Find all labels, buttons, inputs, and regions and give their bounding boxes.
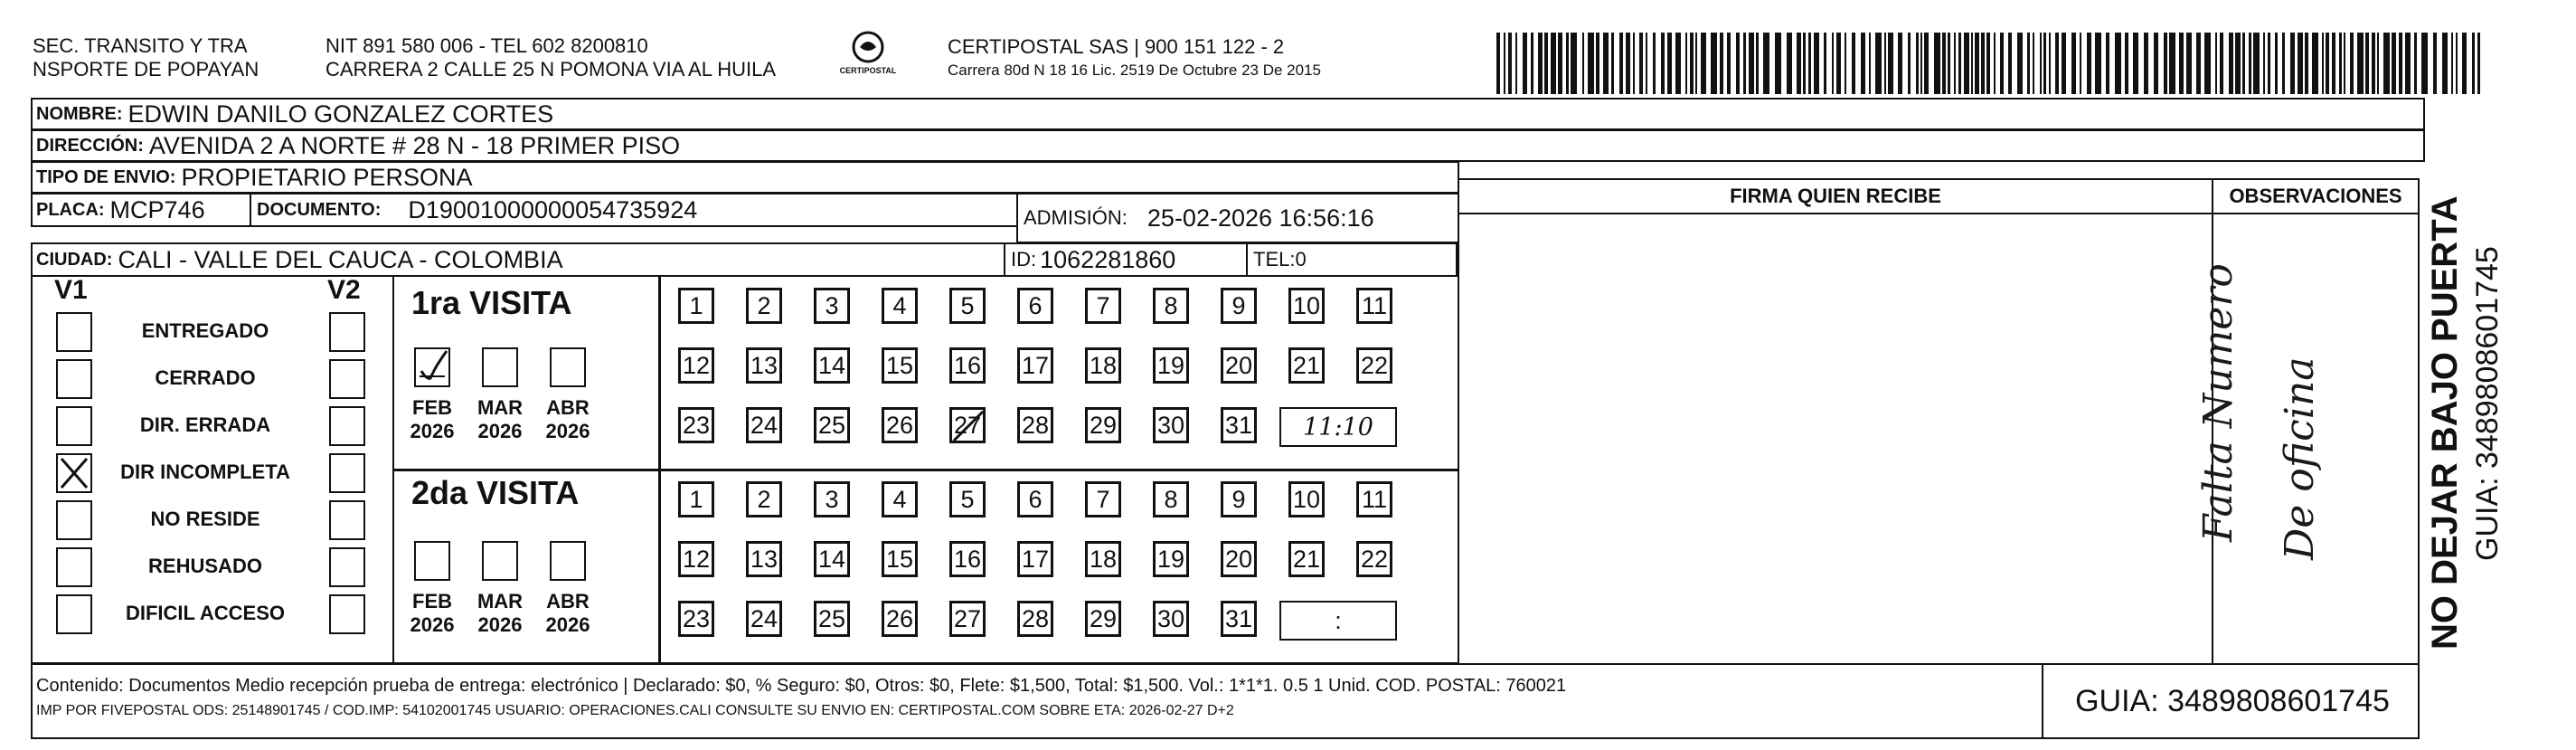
day-box[interactable]: 25	[814, 601, 850, 637]
id-label: ID:	[1011, 248, 1037, 271]
month-name: MAR	[477, 590, 524, 612]
day-box[interactable]: 1	[678, 481, 714, 517]
day-box[interactable]: 10	[1288, 288, 1325, 324]
v1-checkbox-5[interactable]	[56, 500, 92, 540]
day-box[interactable]: 1	[678, 288, 714, 324]
direccion-label: DIRECCIÓN:	[36, 136, 144, 156]
day-box[interactable]: 27	[949, 601, 986, 637]
logo-text: CERTIPOSTAL	[839, 66, 897, 75]
firma-heading: FIRMA QUIEN RECIBE	[1459, 180, 2212, 214]
row-direccion	[31, 129, 2425, 162]
visits-vdivider	[658, 275, 661, 664]
day-box[interactable]: 16	[949, 347, 986, 384]
day-box[interactable]: 20	[1221, 347, 1257, 384]
day-box[interactable]: 23	[678, 407, 714, 443]
day-box[interactable]: 15	[882, 541, 918, 577]
day-box[interactable]: 18	[1085, 541, 1121, 577]
v1-checkbox-6[interactable]	[56, 547, 92, 587]
day-box[interactable]: 21	[1288, 541, 1325, 577]
nit-line-2: CARRERA 2 CALLE 25 N POMONA VIA AL HUILA	[326, 58, 777, 81]
day-box[interactable]: 18	[1085, 347, 1121, 384]
day-box[interactable]: 3	[814, 288, 850, 324]
v1-checkbox-7[interactable]	[56, 594, 92, 634]
obs-handwriting-2: De oficina	[2277, 356, 2323, 560]
footer-box	[31, 663, 2420, 739]
day-box[interactable]: 17	[1017, 541, 1053, 577]
v2-checkbox-7[interactable]	[329, 594, 365, 634]
first-visit-time[interactable]: 11:10	[1279, 407, 1397, 447]
month-year: 2026	[410, 613, 455, 636]
admision-label: ADMISIÓN:	[1024, 206, 1128, 229]
ciudad-cell	[31, 242, 1005, 277]
day-box[interactable]: 31	[1221, 601, 1257, 637]
row-tipo	[31, 161, 1459, 194]
day-box[interactable]: 28	[1017, 407, 1053, 443]
month-year: 2026	[477, 420, 523, 442]
v1-checkbox-1[interactable]	[56, 312, 92, 352]
day-box[interactable]: 6	[1017, 481, 1053, 517]
second-visit-month-feb[interactable]	[414, 541, 450, 581]
second-visit-time[interactable]: :	[1279, 601, 1397, 641]
v2-checkbox-5[interactable]	[329, 500, 365, 540]
day-box[interactable]: 22	[1356, 347, 1392, 384]
tipo-value: PROPIETARIO PERSONA	[181, 163, 473, 191]
month-name: ABR	[546, 396, 590, 419]
observaciones-heading: OBSERVACIONES	[2213, 180, 2418, 214]
day-box[interactable]: 2	[746, 288, 782, 324]
day-box[interactable]: 5	[949, 288, 986, 324]
day-box[interactable]: 16	[949, 541, 986, 577]
placa-value: MCP746	[109, 195, 205, 223]
day-box[interactable]: 9	[1221, 481, 1257, 517]
nombre-label: NOMBRE:	[36, 104, 123, 124]
day-box[interactable]: 25	[814, 407, 850, 443]
day-box[interactable]: 11	[1356, 481, 1392, 517]
month-name: FEB	[412, 396, 452, 419]
day-box[interactable]: 15	[882, 347, 918, 384]
day-box[interactable]: 12	[678, 347, 714, 384]
footer-contenido: Contenido: Documentos Medio recepción prueba de entrega: electrónico | Declarado: $0, % Seguro: $0, Otros: $0, Flete: $1,500, Total: $1,500. Vol.: 1*1*1. 0.5 1 Unid. COD. POSTAL: 760021	[36, 676, 1567, 696]
day-box[interactable]: 30	[1153, 601, 1189, 637]
company-line-1: CERTIPOSTAL SAS | 900 151 122 - 2	[948, 35, 1285, 58]
day-box[interactable]: 30	[1153, 407, 1189, 443]
org-line-1: SEC. TRANSITO Y TRA	[33, 34, 248, 57]
company-line-2: Carrera 80d N 18 16 Lic. 2519 De Octubre 23 De 2015	[948, 62, 1321, 79]
direccion-value: AVENIDA 2 A NORTE # 28 N - 18 PRIMER PISO	[148, 131, 681, 159]
v1-checkbox-2[interactable]	[56, 359, 92, 399]
documento-value: D19001000000054735924	[408, 195, 698, 223]
tel-value: 0	[1295, 248, 1307, 271]
month-year: 2026	[545, 613, 590, 636]
certipostal-logo	[827, 27, 909, 81]
day-box[interactable]: 11	[1356, 288, 1392, 324]
day-box[interactable]: 29	[1085, 407, 1121, 443]
status-label: DIR INCOMPLETA	[120, 460, 290, 483]
v1-checkbox-4[interactable]	[56, 453, 92, 493]
day-box[interactable]: 9	[1221, 288, 1257, 324]
v2-label: V2	[327, 275, 361, 305]
tipo-label: TIPO DE ENVIO:	[36, 167, 176, 187]
documento-label: DOCUMENTO:	[257, 199, 382, 220]
day-box[interactable]: 7	[1085, 481, 1121, 517]
row-nombre	[31, 98, 2425, 130]
observaciones-panel[interactable]	[2195, 178, 2420, 665]
month-name: MAR	[477, 396, 524, 419]
day-box[interactable]: 19	[1153, 541, 1189, 577]
second-visit-label: 2da VISITA	[411, 474, 580, 511]
day-box[interactable]: 20	[1221, 541, 1257, 577]
v2-checkbox-4[interactable]	[329, 453, 365, 493]
day-box[interactable]: 17	[1017, 347, 1053, 384]
day-box[interactable]: 13	[746, 541, 782, 577]
side-warning: NO DEJAR BAJO PUERTA	[2425, 195, 2465, 650]
day-box[interactable]: 26	[882, 601, 918, 637]
admision-cell	[1016, 193, 1459, 243]
day-box[interactable]: 3	[814, 481, 850, 517]
status-label: DIFICIL ACCESO	[125, 602, 285, 624]
day-box[interactable]: 24	[746, 407, 782, 443]
month-label	[541, 396, 595, 443]
tel-cell	[1246, 242, 1458, 277]
v1-checkbox-3[interactable]	[56, 406, 92, 446]
firma-panel[interactable]	[1458, 178, 2213, 665]
day-box[interactable]: 24	[746, 601, 782, 637]
day-box[interactable]: 4	[882, 481, 918, 517]
status-label: DIR. ERRADA	[139, 413, 271, 436]
month-label	[405, 396, 459, 443]
v1-label: V1	[54, 275, 88, 305]
admision-value: 25-02-2026 16:56:16	[1146, 204, 1374, 232]
day-box[interactable]: 8	[1153, 481, 1189, 517]
second-visit-month-abr[interactable]	[550, 541, 586, 581]
month-label	[473, 590, 527, 637]
documento-cell	[250, 193, 1018, 227]
placa-cell	[31, 193, 251, 227]
month-year: 2026	[545, 420, 590, 442]
day-box[interactable]: 23	[678, 601, 714, 637]
header-org	[33, 34, 259, 81]
ciudad-value: CALI - VALLE DEL CAUCA - COLOMBIA	[118, 245, 563, 273]
id-cell	[1004, 242, 1248, 277]
first-visit-month-mar[interactable]	[482, 347, 518, 387]
placa-label: PLACA:	[36, 199, 105, 220]
id-value: 1062281860	[1040, 245, 1176, 273]
day-box[interactable]: 14	[814, 541, 850, 577]
status-label: ENTREGADO	[141, 319, 269, 342]
day-box[interactable]: 8	[1153, 288, 1189, 324]
side-guia: GUIA: 3489808601745	[2470, 246, 2505, 561]
day-box[interactable]: 7	[1085, 288, 1121, 324]
footer-imp: IMP POR FIVEPOSTAL ODS: 25148901745 / COD.IMP: 54102001745 USUARIO: OPERACIONES.CALI CONSULTE SU ENVIO EN: CERTIPOSTAL.COM SOBRE ETA: 2026-02-27 D+2	[36, 703, 1234, 718]
first-visit-month-feb[interactable]	[414, 347, 450, 387]
v2-checkbox-3[interactable]	[329, 406, 365, 446]
day-box[interactable]: 29	[1085, 601, 1121, 637]
barcode	[1496, 33, 2485, 94]
month-name: ABR	[546, 590, 590, 612]
day-box[interactable]: 2	[746, 481, 782, 517]
tel-label: TEL:	[1253, 248, 1296, 271]
month-year: 2026	[477, 613, 523, 636]
org-line-2: NSPORTE DE POPAYAN	[33, 58, 259, 81]
day-box[interactable]: 6	[1017, 288, 1053, 324]
first-visit-label: 1ra VISITA	[411, 284, 572, 321]
status-label: REHUSADO	[148, 555, 262, 577]
header-nit	[326, 34, 776, 81]
month-label	[405, 590, 459, 637]
v2-checkbox-6[interactable]	[329, 547, 365, 587]
day-box[interactable]: 5	[949, 481, 986, 517]
day-box[interactable]: 26	[882, 407, 918, 443]
month-label	[541, 590, 595, 637]
second-visit-month-mar[interactable]	[482, 541, 518, 581]
status-label: NO RESIDE	[150, 508, 260, 530]
day-box[interactable]: 28	[1017, 601, 1053, 637]
v2-checkbox-2[interactable]	[329, 359, 365, 399]
nombre-value: EDWIN DANILO GONZALEZ CORTES	[127, 100, 554, 128]
month-year: 2026	[410, 420, 455, 442]
nit-line-1: NIT 891 580 006 - TEL 602 8200810	[326, 34, 648, 57]
day-box[interactable]: 19	[1153, 347, 1189, 384]
day-box[interactable]: 27	[949, 407, 986, 443]
v2-checkbox-1[interactable]	[329, 312, 365, 352]
day-box[interactable]: 21	[1288, 347, 1325, 384]
day-box[interactable]: 10	[1288, 481, 1325, 517]
footer-guia: GUIA: 3489808601745	[2042, 663, 2421, 739]
visits-divider	[392, 469, 1459, 471]
obs-handwriting-1: Falta Numero	[2195, 263, 2241, 542]
month-name: FEB	[412, 590, 452, 612]
day-box[interactable]: 4	[882, 288, 918, 324]
day-box[interactable]: 12	[678, 541, 714, 577]
first-visit-month-abr[interactable]	[550, 347, 586, 387]
day-box[interactable]: 13	[746, 347, 782, 384]
header-company	[948, 34, 1321, 81]
day-box[interactable]: 22	[1356, 541, 1392, 577]
day-box[interactable]: 31	[1221, 407, 1257, 443]
ciudad-label: CIUDAD:	[36, 249, 113, 270]
month-label	[473, 396, 527, 443]
day-box[interactable]: 14	[814, 347, 850, 384]
status-label: CERRADO	[155, 366, 256, 389]
